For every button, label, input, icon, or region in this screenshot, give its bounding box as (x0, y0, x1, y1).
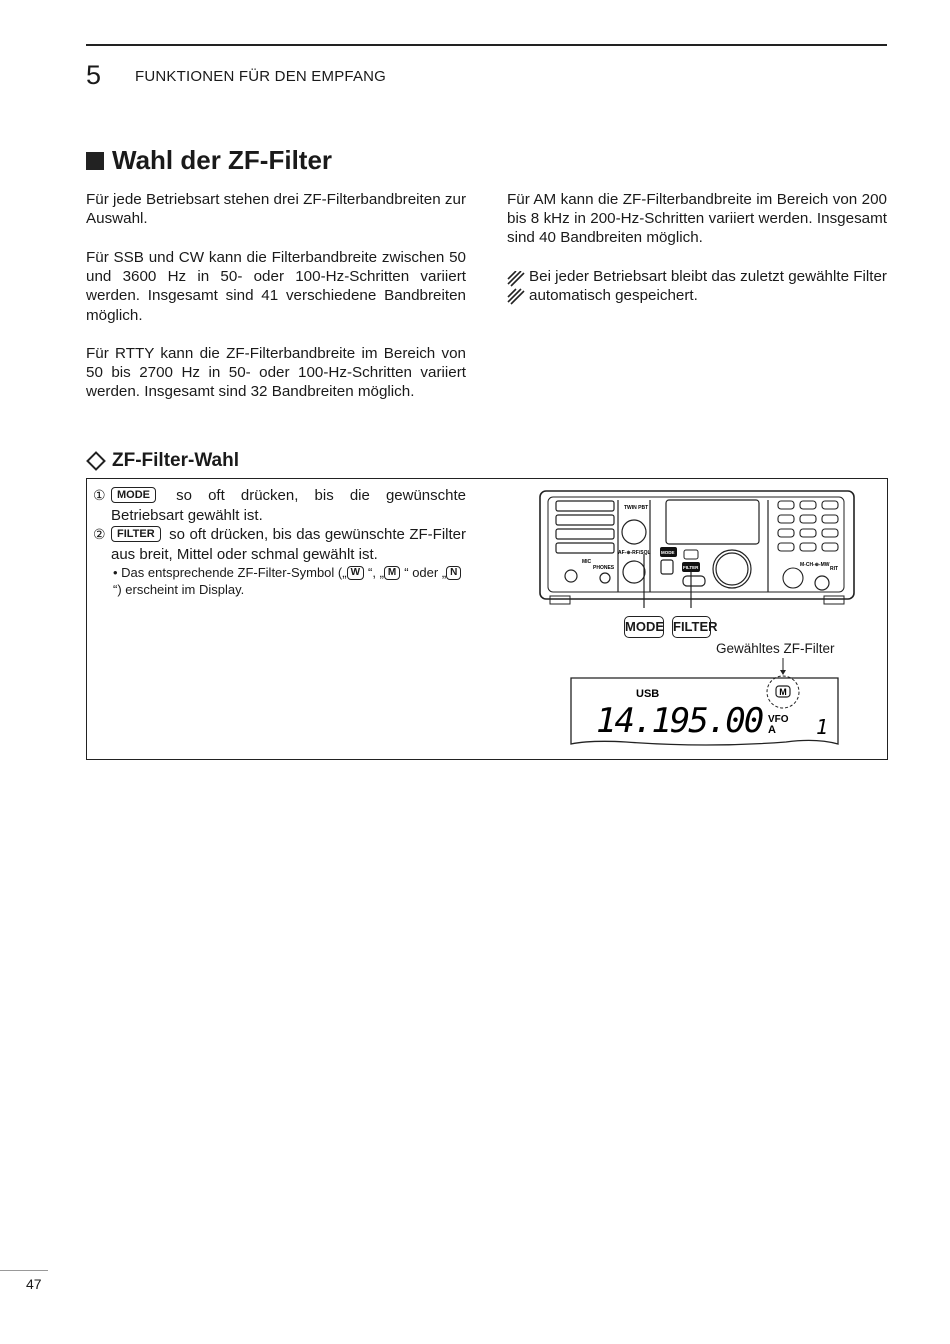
mode-key-icon: MODE (111, 487, 156, 503)
bullet-text: • Das entsprechende ZF-Filter-Symbol („ (113, 565, 347, 580)
step-1-text: so oft drücken, bis die gewünschte Betriebsart gewählt ist. (111, 487, 466, 524)
filter-m-icon: M (384, 566, 400, 580)
bullet-text: “ oder „ (404, 565, 447, 580)
panel-filter-label: FILTER (683, 565, 699, 570)
filter-key-icon: FILTER (111, 526, 161, 542)
radio-front-panel (538, 488, 858, 608)
section-title (86, 145, 332, 176)
step-1 (93, 486, 466, 525)
rit-label: RIT (830, 566, 839, 572)
paragraph-ssb-cw: Für SSB und CW kann die Filterbandbreite zwischen 50 und 3600 Hz in 50- oder 100-Hz-Schritten variiert werden. Insgesamt sind 41 verschiedene Bandbreiten möglich. (86, 249, 466, 324)
bullet-text: “) erscheint im Display. (113, 582, 245, 597)
step-text (111, 486, 466, 525)
section-title-text: Wahl der ZF-Filter (112, 145, 333, 175)
diamond-bullet-icon (86, 451, 106, 471)
step-text (111, 525, 466, 564)
lcd-memory: 1 (816, 715, 829, 739)
subsection-title-text: ZF-Filter-Wahl (112, 450, 239, 471)
filter-n-icon: N (446, 566, 461, 580)
mode-button[interactable]: MODE (624, 616, 664, 638)
twin-pbt-label: TWIN PBT (624, 505, 649, 511)
lcd-vfo: VFO (768, 714, 789, 725)
page-number: 47 (26, 1276, 42, 1292)
subsection-title (86, 450, 239, 472)
lcd-mode: USB (636, 688, 660, 700)
step-2-text: so oft drücken, bis das gewünschte ZF-Filter aus breit, Mittel oder schmal gewählt ist. (111, 526, 467, 563)
step-number: ② (93, 526, 106, 542)
procedure-steps (93, 486, 466, 598)
paragraph-filter-count: Für jede Betriebsart stehen drei ZF-Filterbandbreiten zur Auswahl. (86, 191, 466, 228)
note-text: Bei jeder Betriebsart bleibt das zuletzt gewählte Filter automatisch gespeichert. (529, 268, 887, 305)
selected-filter-caption: Gewähltes ZF-Filter (716, 641, 835, 656)
lcd-frequency: 14.195.00 (596, 701, 763, 741)
af-rf-sql-label: AF-⊕-RF/SQL (618, 550, 651, 556)
paragraph-am: Für AM kann die ZF-Filterbandbreite im Bereich von 200 bis 8 kHz in 200-Hz-Schritten variiert werden. Insgesamt sind 40 Bandbreiten möglich. (507, 191, 887, 247)
panel-mode-label: MODE (661, 550, 675, 555)
step-number: ① (93, 487, 106, 503)
mch-label: M-CH-⊕-MW (800, 562, 830, 568)
square-bullet-icon (86, 152, 104, 170)
mic-label: MIC (582, 559, 592, 565)
filter-w-icon: W (347, 566, 364, 580)
lcd-display (566, 658, 844, 748)
bullet-note (93, 564, 466, 598)
lcd-filter-symbol: M (779, 687, 787, 697)
header-rule (86, 44, 887, 46)
footer-rule (0, 1270, 48, 1271)
step-2 (93, 525, 466, 564)
chapter-title: FUNKTIONEN FÜR DEN EMPFANG (135, 68, 387, 85)
paragraph-rtty: Für RTTY kann die ZF-Filterbandbreite im Bereich von 50 bis 2700 Hz in 50- oder 100-Hz-Schritten variiert werden. Insgesamt sind 32 Bandbreiten möglich. (86, 345, 466, 401)
filter-button[interactable]: FILTER (672, 616, 711, 638)
note-hatch-icon (507, 271, 525, 305)
bullet-text: “, „ (368, 565, 384, 580)
chapter-number: 5 (86, 60, 102, 90)
lcd-vfo-letter: A (768, 724, 776, 736)
note (507, 267, 887, 305)
phones-label: PHONES (593, 565, 615, 571)
